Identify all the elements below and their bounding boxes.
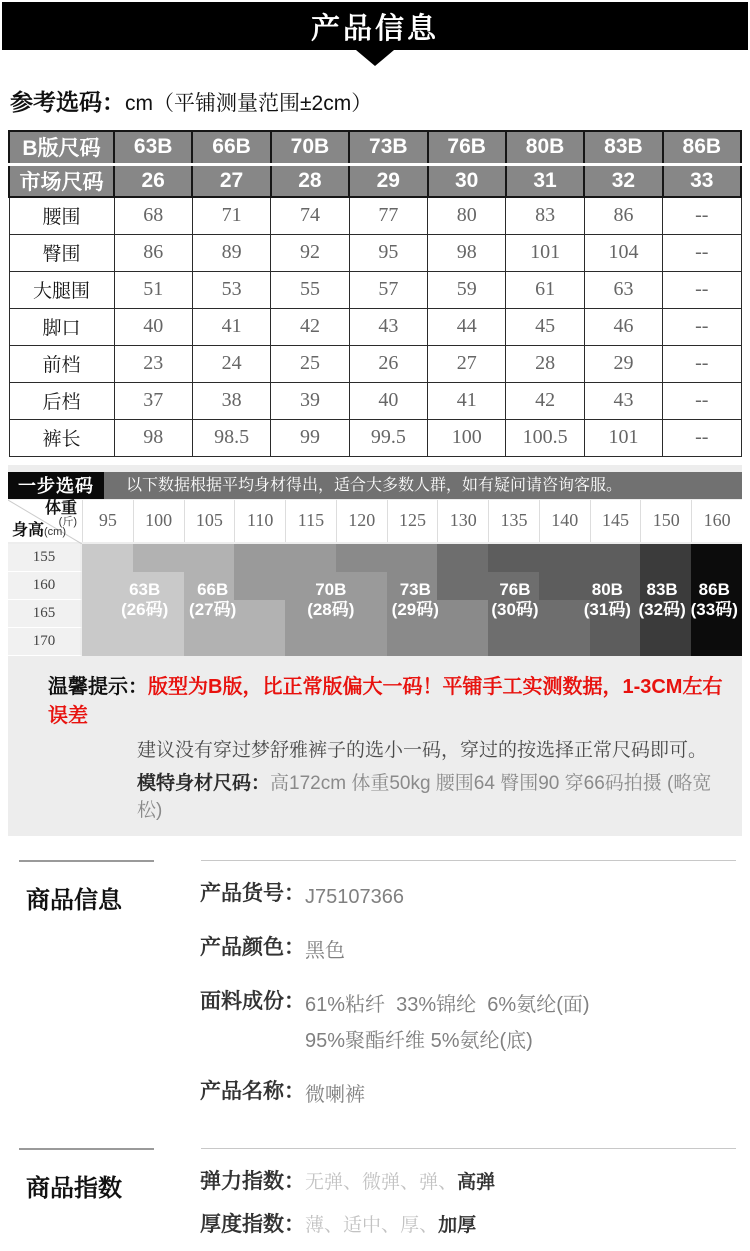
weight-header-cell: 105 <box>184 500 235 542</box>
table-row <box>9 382 741 419</box>
option-separator: 、 <box>324 1214 344 1236</box>
zone-code-text: (27码) <box>189 599 237 619</box>
table-cell: 42 <box>506 382 584 419</box>
size-reference-heading-bold: 参考选码： <box>10 89 125 115</box>
weight-header-cell: 100 <box>133 500 184 542</box>
zone-size-text: 76B <box>499 579 531 599</box>
table-cell: 89 <box>192 234 270 271</box>
weight-header-cell: 135 <box>488 500 539 542</box>
table-cell: 59 <box>428 271 506 308</box>
table-header-row <box>9 164 741 197</box>
column-header: 32 <box>584 164 662 197</box>
index-label: 厚度指数： <box>200 1212 305 1236</box>
table-cell: -- <box>663 382 741 419</box>
index-options <box>305 1208 476 1237</box>
table-cell: 51 <box>114 271 192 308</box>
index-option-active: 加厚 <box>438 1214 477 1236</box>
page-title-banner <box>2 2 748 50</box>
size-zone-grid <box>8 544 742 656</box>
size-zone-cell <box>336 572 387 600</box>
row-label: 腰围 <box>9 197 114 234</box>
size-zone-cell <box>336 628 387 656</box>
column-header: 70B <box>271 131 349 164</box>
table-cell: 101 <box>506 234 584 271</box>
weight-header-cell: 125 <box>387 500 438 542</box>
one-step-header-bar <box>8 472 742 499</box>
size-zone-cell <box>234 544 285 572</box>
weight-header-cell: 95 <box>82 500 133 542</box>
chart-row <box>8 600 742 628</box>
zone-size-text: 80B <box>591 579 623 599</box>
size-zone-cell <box>336 544 387 572</box>
table-cell: 99.5 <box>349 419 427 456</box>
table-cell: 43 <box>349 308 427 345</box>
table-cell: 71 <box>192 197 270 234</box>
zone-size-text: 63B <box>129 579 161 599</box>
index-row <box>200 1165 742 1195</box>
option-separator: 、 <box>419 1214 439 1236</box>
height-row-label: 160 <box>8 572 82 600</box>
size-zone-cell <box>387 600 438 628</box>
index-option: 无弹 <box>305 1171 344 1193</box>
size-zone-cell <box>285 572 336 600</box>
table-cell: 92 <box>271 234 349 271</box>
tips-line-3 <box>137 768 732 822</box>
size-zone-cell <box>437 600 488 628</box>
table-cell: 95 <box>349 234 427 271</box>
index-option: 弹 <box>419 1171 439 1193</box>
divider-right-segment <box>201 860 736 861</box>
zone-code-text: (31码) <box>583 599 631 619</box>
row-label: 臀围 <box>9 234 114 271</box>
table-cell: 83 <box>506 197 584 234</box>
zone-size-text: 70B <box>315 579 347 599</box>
table-cell: 68 <box>114 197 192 234</box>
option-separator: 、 <box>438 1171 458 1193</box>
size-zone-cell <box>437 544 488 572</box>
size-zone-cell <box>387 572 438 600</box>
size-zone-cell <box>590 544 641 572</box>
page-title: 产品信息 <box>310 12 439 45</box>
column-header: 29 <box>349 164 427 197</box>
table-row <box>9 419 741 456</box>
table-cell: -- <box>663 419 741 456</box>
weight-header-cell: 140 <box>539 500 590 542</box>
info-label: 产品颜色： <box>200 935 305 959</box>
table-cell: 61 <box>506 271 584 308</box>
table-cell: 100 <box>428 419 506 456</box>
size-reference-heading <box>10 84 750 117</box>
table-cell: 23 <box>114 345 192 382</box>
size-zone-cell <box>539 600 590 628</box>
info-row <box>200 1075 742 1113</box>
divider-right-segment <box>201 1148 736 1149</box>
size-zone-cell <box>539 572 590 600</box>
size-zone-cell <box>590 572 641 600</box>
size-zone-cell <box>285 544 336 572</box>
table-row <box>9 308 741 345</box>
weight-header-cell: 120 <box>336 500 387 542</box>
option-separator: 、 <box>343 1171 363 1193</box>
weight-header-cell: 110 <box>234 500 285 542</box>
table-cell: 26 <box>349 345 427 382</box>
one-step-title: 一步选码 <box>8 472 104 499</box>
height-row-label: 155 <box>8 544 82 572</box>
table-cell: 98 <box>428 234 506 271</box>
size-zone-cell <box>640 572 691 600</box>
index-option: 适中 <box>343 1214 382 1236</box>
weight-header-cell: 160 <box>691 500 742 542</box>
table-row <box>9 234 741 271</box>
info-value: J75107366 <box>305 885 404 908</box>
table-cell: -- <box>663 271 741 308</box>
weight-header-cell: 130 <box>437 500 488 542</box>
weight-header-cell: 150 <box>640 500 691 542</box>
zone-code-text: (30码) <box>491 599 539 619</box>
row-label: 大腿围 <box>9 271 114 308</box>
zone-size-text: 66B <box>197 579 229 599</box>
size-zone-cell <box>691 600 742 628</box>
table-cell: 55 <box>271 271 349 308</box>
table-cell: 29 <box>584 345 662 382</box>
table-cell: 46 <box>584 308 662 345</box>
table-cell: -- <box>663 308 741 345</box>
zone-code-text: (28码) <box>307 599 355 619</box>
size-zone-cell <box>488 572 539 600</box>
zone-code-text: (29码) <box>391 599 439 619</box>
size-zone-cell <box>539 628 590 656</box>
table-row <box>9 197 741 234</box>
column-header: 30 <box>428 164 506 197</box>
column-header: 28 <box>271 164 349 197</box>
divider-left-segment <box>19 860 154 862</box>
size-zone-cell <box>539 544 590 572</box>
table-cell: 77 <box>349 197 427 234</box>
warm-tips <box>8 656 742 822</box>
table-cell: -- <box>663 197 741 234</box>
size-zone-cell <box>234 572 285 600</box>
table-cell: 53 <box>192 271 270 308</box>
table-cell: 100.5 <box>506 419 584 456</box>
table-row <box>9 345 741 382</box>
size-zone-cell <box>82 628 133 656</box>
zone-code-text: (33码) <box>690 599 738 619</box>
table-cell: 99 <box>271 419 349 456</box>
info-label: 面料成份： <box>200 989 305 1013</box>
info-label: 产品名称： <box>200 1079 305 1103</box>
size-zone-cell <box>234 628 285 656</box>
size-zone-cell <box>133 544 184 572</box>
table-header-row <box>9 131 741 164</box>
column-header: 63B <box>114 131 192 164</box>
size-zone-cell <box>590 628 641 656</box>
size-reference-heading-rest: cm（平铺测量范围±2cm） <box>125 92 373 115</box>
height-row-label: 165 <box>8 600 82 628</box>
table-cell: 63 <box>584 271 662 308</box>
column-header: 83B <box>584 131 662 164</box>
column-header: 33 <box>663 164 741 197</box>
height-axis-text: 身高 <box>12 521 45 539</box>
product-info-section <box>8 860 742 1129</box>
table-cell: 25 <box>271 345 349 382</box>
zone-code-text: (26码) <box>121 599 169 619</box>
table-cell: 86 <box>114 234 192 271</box>
index-option: 厚 <box>400 1214 420 1236</box>
table-cell: 45 <box>506 308 584 345</box>
table-cell: 39 <box>271 382 349 419</box>
height-axis-unit: (cm) <box>44 525 67 538</box>
info-row <box>200 877 742 915</box>
index-label: 弹力指数： <box>200 1169 305 1193</box>
info-value: 61%粘纤 33%锦纶 6%氨纶(面) 95%聚酯纤维 5%氨纶(底) <box>305 993 590 1052</box>
row-label: 脚口 <box>9 308 114 345</box>
size-zone-cell <box>437 628 488 656</box>
size-zone-cell <box>387 544 438 572</box>
column-header: 76B <box>428 131 506 164</box>
table-cell: 27 <box>428 345 506 382</box>
chart-header-row <box>8 500 742 544</box>
option-separator: 、 <box>400 1171 420 1193</box>
size-zone-cell <box>285 628 336 656</box>
row-label: 裤长 <box>9 419 114 456</box>
size-zone-cell <box>488 544 539 572</box>
size-zone-cell <box>133 628 184 656</box>
table-cell: -- <box>663 234 741 271</box>
option-separator: 、 <box>381 1214 401 1236</box>
table-cell: 101 <box>584 419 662 456</box>
table-cell: 40 <box>114 308 192 345</box>
model-size-label: 模特身材尺码： <box>137 772 271 794</box>
height-axis-label <box>12 517 66 540</box>
column-header: 27 <box>192 164 270 197</box>
table-cell: 24 <box>192 345 270 382</box>
column-header: 66B <box>192 131 270 164</box>
size-zone-cell <box>488 628 539 656</box>
weight-header-cell: 145 <box>590 500 641 542</box>
table-cell: 57 <box>349 271 427 308</box>
one-step-subtitle: 以下数据根据平均身材得出，适合大多数人群，如有疑问请咨询客服。 <box>104 472 742 499</box>
row-header: 市场尺码 <box>9 164 114 197</box>
product-info-page <box>0 2 750 1236</box>
banner-arrow-down-icon <box>356 50 394 66</box>
table-cell: -- <box>663 345 741 382</box>
zone-size-text: 86B <box>698 579 730 599</box>
size-zone-cell <box>184 544 235 572</box>
size-zone-cell <box>590 600 641 628</box>
index-row <box>200 1208 742 1238</box>
section-divider <box>8 1148 742 1150</box>
size-zone-cell <box>387 628 438 656</box>
table-row <box>9 271 741 308</box>
table-cell: 98.5 <box>192 419 270 456</box>
size-zone-cell <box>285 600 336 628</box>
row-label: 前档 <box>9 345 114 382</box>
product-index-heading: 商品指数 <box>26 1174 122 1202</box>
column-header: 73B <box>349 131 427 164</box>
column-header: 26 <box>114 164 192 197</box>
size-zone-cell <box>488 600 539 628</box>
section-divider <box>8 860 742 862</box>
one-step-size-section <box>8 465 742 836</box>
table-cell: 104 <box>584 234 662 271</box>
chart-axis-corner-cell <box>8 500 82 542</box>
divider-left-segment <box>19 1148 154 1150</box>
size-zone-cell <box>691 572 742 600</box>
size-zone-cell <box>336 600 387 628</box>
table-cell: 37 <box>114 382 192 419</box>
table-cell: 40 <box>349 382 427 419</box>
size-zone-cell <box>184 572 235 600</box>
size-zone-cell <box>640 544 691 572</box>
table-cell: 41 <box>192 308 270 345</box>
weight-axis-unit: (斤) <box>58 516 77 529</box>
model-size-text: 高172cm 体重50kg 腰围64 臀围90 穿66码拍摄 (略宽松) <box>137 772 712 821</box>
tips-highlight-text: 版型为B版，比正常版偏大一码！平铺手工实测数据，1-3CM左右误差 <box>48 675 723 727</box>
size-zone-cell <box>234 600 285 628</box>
index-option: 微弹 <box>362 1171 401 1193</box>
info-row <box>200 931 742 969</box>
zone-code-text: (32码) <box>638 599 686 619</box>
tips-line-1 <box>48 670 732 728</box>
info-label: 产品货号： <box>200 881 305 905</box>
index-option-active: 高弹 <box>457 1171 496 1193</box>
info-value: 黑色 <box>305 939 345 962</box>
table-cell: 38 <box>192 382 270 419</box>
info-value: 微喇裤 <box>305 1083 365 1106</box>
size-zone-cell <box>640 600 691 628</box>
column-header: 80B <box>506 131 584 164</box>
table-cell: 44 <box>428 308 506 345</box>
table-cell: 43 <box>584 382 662 419</box>
height-weight-size-chart <box>8 500 742 656</box>
chart-row <box>8 572 742 600</box>
weight-header-cell: 115 <box>285 500 336 542</box>
height-row-label: 170 <box>8 628 82 656</box>
table-cell: 74 <box>271 197 349 234</box>
row-header: B版尺码 <box>9 131 114 164</box>
table-cell: 41 <box>428 382 506 419</box>
size-zone-cell <box>133 600 184 628</box>
product-index-section <box>8 1148 742 1251</box>
row-label: 后档 <box>9 382 114 419</box>
table-cell: 80 <box>428 197 506 234</box>
info-row <box>200 985 742 1059</box>
table-cell: 28 <box>506 345 584 382</box>
product-info-heading: 商品信息 <box>26 886 122 914</box>
chart-row <box>8 544 742 572</box>
index-options <box>305 1165 495 1194</box>
size-table <box>8 130 742 457</box>
column-header: 86B <box>663 131 741 164</box>
size-zone-cell <box>82 572 133 600</box>
size-zone-cell <box>691 544 742 572</box>
size-zone-cell <box>691 628 742 656</box>
table-cell: 42 <box>271 308 349 345</box>
tips-line-2: 建议没有穿过梦舒雅裤子的选小一码，穿过的按选择正常尺码即可。 <box>137 739 708 761</box>
column-header: 31 <box>506 164 584 197</box>
size-zone-cell <box>184 600 235 628</box>
tips-label: 温馨提示： <box>48 675 148 698</box>
chart-row <box>8 628 742 656</box>
size-zone-cell <box>82 544 133 572</box>
zone-size-text: 83B <box>646 579 678 599</box>
weight-axis-text: 体重 <box>44 499 77 517</box>
size-zone-cell <box>437 572 488 600</box>
zone-size-text: 73B <box>399 579 431 599</box>
size-zone-cell <box>133 572 184 600</box>
size-zone-cell <box>82 600 133 628</box>
table-cell: 98 <box>114 419 192 456</box>
table-cell: 86 <box>584 197 662 234</box>
index-option: 薄 <box>305 1214 325 1236</box>
size-zone-cell <box>640 628 691 656</box>
size-zone-cell <box>184 628 235 656</box>
